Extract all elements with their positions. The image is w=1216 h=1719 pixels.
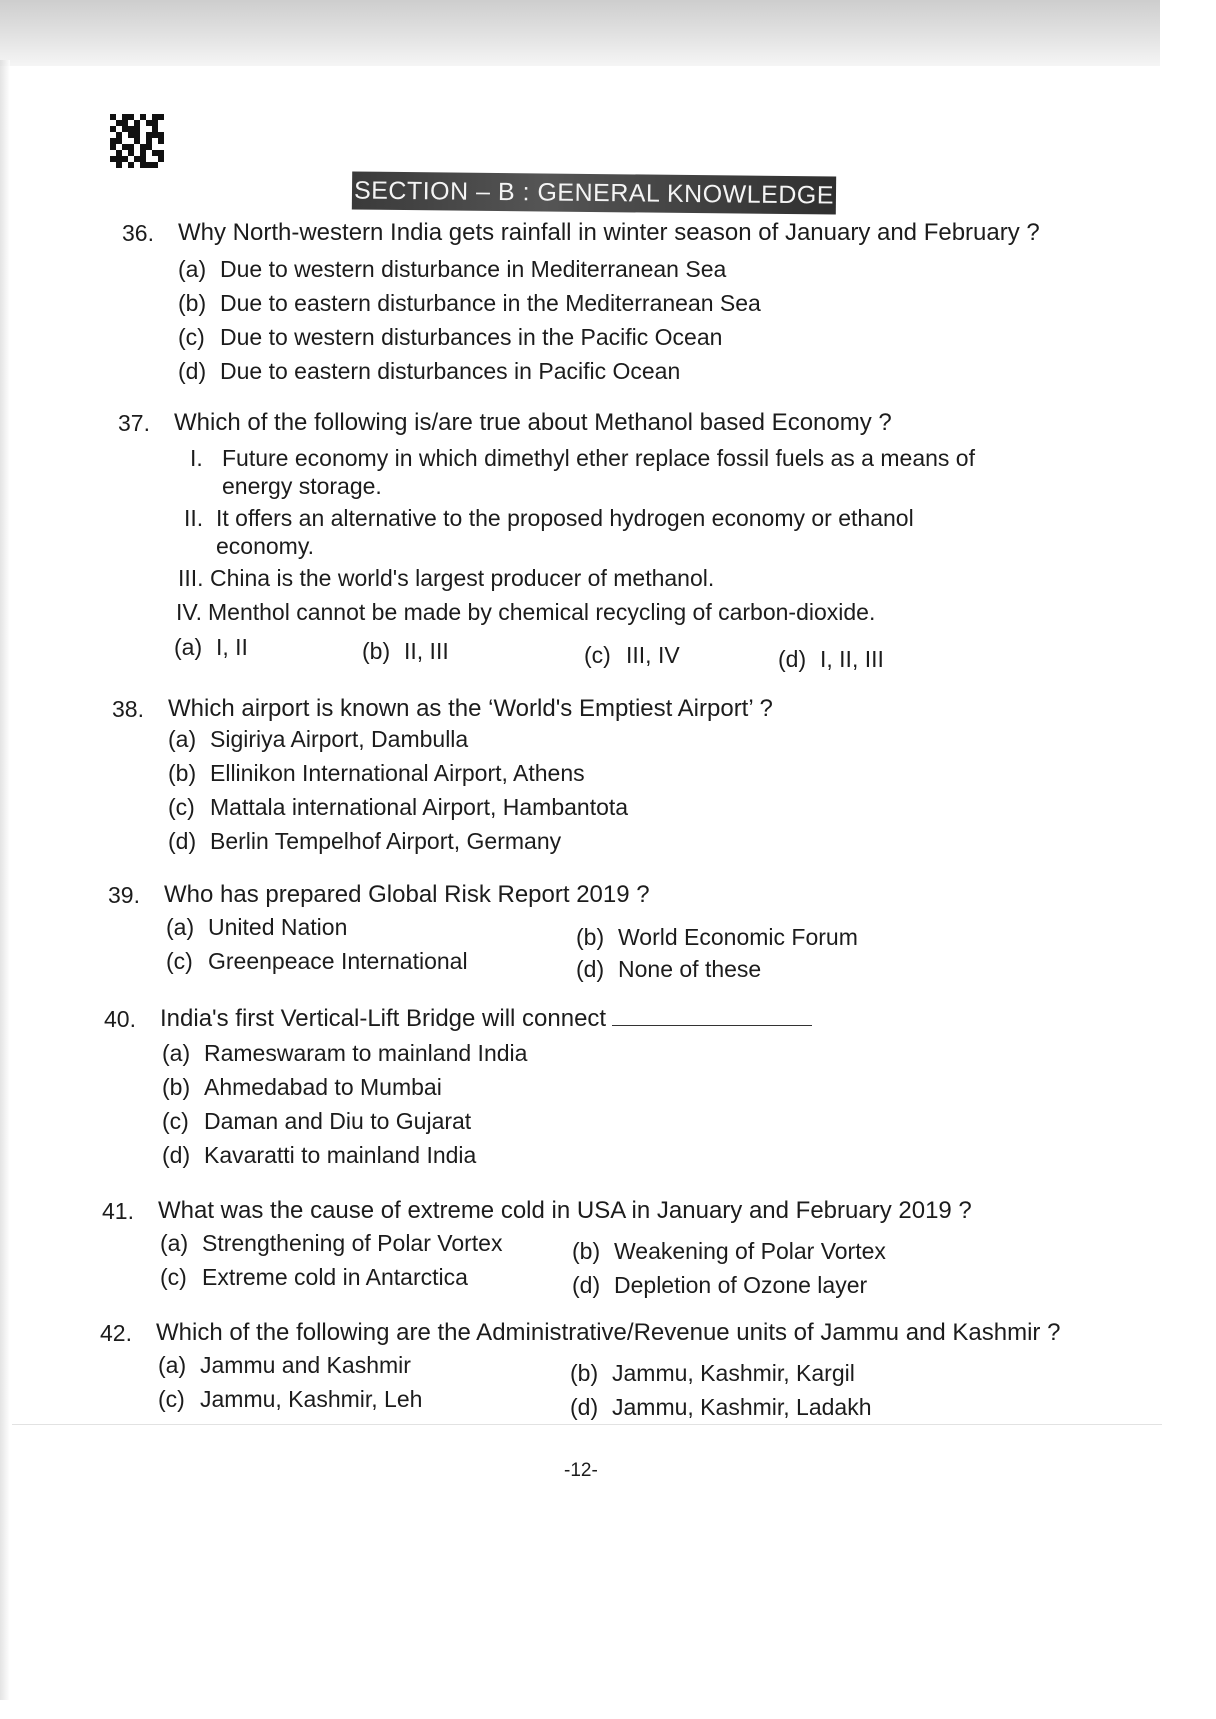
statement-37-ii: II. It offers an alternative to the proposed hydrogen economy or ethanol economy. [184,505,914,559]
question-number: 39. [108,882,140,908]
question-number: 38. [112,696,144,722]
option-42b: (b) Jammu, Kashmir, Kargil [570,1360,855,1386]
option-42a: (a) Jammu and Kashmir [158,1352,411,1378]
option-38c: (c) Mattala international Airport, Hambantota [168,794,629,820]
scan-shadow-top [0,0,1160,66]
page-number: -12- [564,1460,598,1481]
question-36 [122,218,1122,248]
question-text: Which of the following are the Administrative/Revenue units of Jammu and Kashmir ? [156,1319,1061,1346]
option-36d: (d) Due to eastern disturbances in Pacific Ocean [178,358,681,384]
option-39a: (a) United Nation [166,914,348,940]
scan-shadow-left [0,60,10,1700]
option-39b: (b) World Economic Forum [576,924,858,950]
option-40c: (c) Daman and Diu to Gujarat [162,1108,472,1134]
question-number: 41. [102,1198,134,1224]
option-37c: (c) III, IV [584,642,680,668]
option-37a: (a) I, II [174,634,248,660]
option-42c: (c) Jammu, Kashmir, Leh [158,1386,423,1412]
question-38 [112,694,1112,724]
option-40a: (a) Rameswaram to mainland India [162,1040,528,1066]
option-40d: (d) Kavaratti to mainland India [162,1142,477,1168]
question-text: Which of the following is/are true about Methanol based Economy ? [174,409,892,436]
question-41 [102,1196,1112,1226]
section-header: SECTION – B : GENERAL KNOWLEDGE [352,171,836,214]
question-number: 36. [122,220,154,246]
question-text: Which airport is known as the ‘World's Emptiest Airport’ ? [168,695,773,722]
option-39d: (d) None of these [576,956,762,982]
option-36b: (b) Due to eastern disturbance in the Mediterranean Sea [178,290,761,316]
option-36a: (a) Due to western disturbance in Mediterranean Sea [178,256,727,282]
question-text: What was the cause of extreme cold in USA in January and February 2019 ? [158,1197,972,1224]
option-39c: (c) Greenpeace International [166,948,468,974]
option-38b: (b) Ellinikon International Airport, Athens [168,760,585,786]
statement-37-iv: IV. Menthol cannot be made by chemical recycling of carbon-dioxide. [176,599,876,625]
qr-code-icon [110,114,164,168]
statement-37-iii: III. China is the world's largest producer of methanol. [178,565,715,591]
option-42d: (d) Jammu, Kashmir, Ladakh [570,1394,872,1420]
option-37d: (d) I, II, III [778,646,884,672]
question-text: Why North-western India gets rainfall in winter season of January and February ? [178,219,1040,246]
option-40b: (b) Ahmedabad to Mumbai [162,1074,442,1100]
question-number: 37. [118,410,150,436]
question-text: India's first Vertical-Lift Bridge will connect [160,1004,812,1034]
option-36c: (c) Due to western disturbances in the Pacific Ocean [178,324,723,350]
option-41c: (c) Extreme cold in Antarctica [160,1264,468,1290]
question-number: 42. [100,1320,132,1346]
option-41d: (d) Depletion of Ozone layer [572,1272,868,1298]
question-40 [104,1004,1104,1034]
option-41b: (b) Weakening of Polar Vortex [572,1238,886,1264]
option-38a: (a) Sigiriya Airport, Dambulla [168,726,469,752]
option-41a: (a) Strengthening of Polar Vortex [160,1230,503,1256]
question-text: Who has prepared Global Risk Report 2019 ? [164,881,650,908]
question-39 [108,880,1108,910]
statement-37-i: I. Future economy in which dimethyl ether replace fossil fuels as a means of energy storage. [190,445,975,499]
option-38d: (d) Berlin Tempelhof Airport, Germany [168,828,562,854]
footer-divider [12,1424,1162,1425]
option-37b: (b) II, III [362,638,449,664]
question-42 [100,1318,1190,1348]
answer-blank [612,1025,812,1026]
question-number: 40. [104,1006,136,1032]
question-37 [118,408,1118,438]
